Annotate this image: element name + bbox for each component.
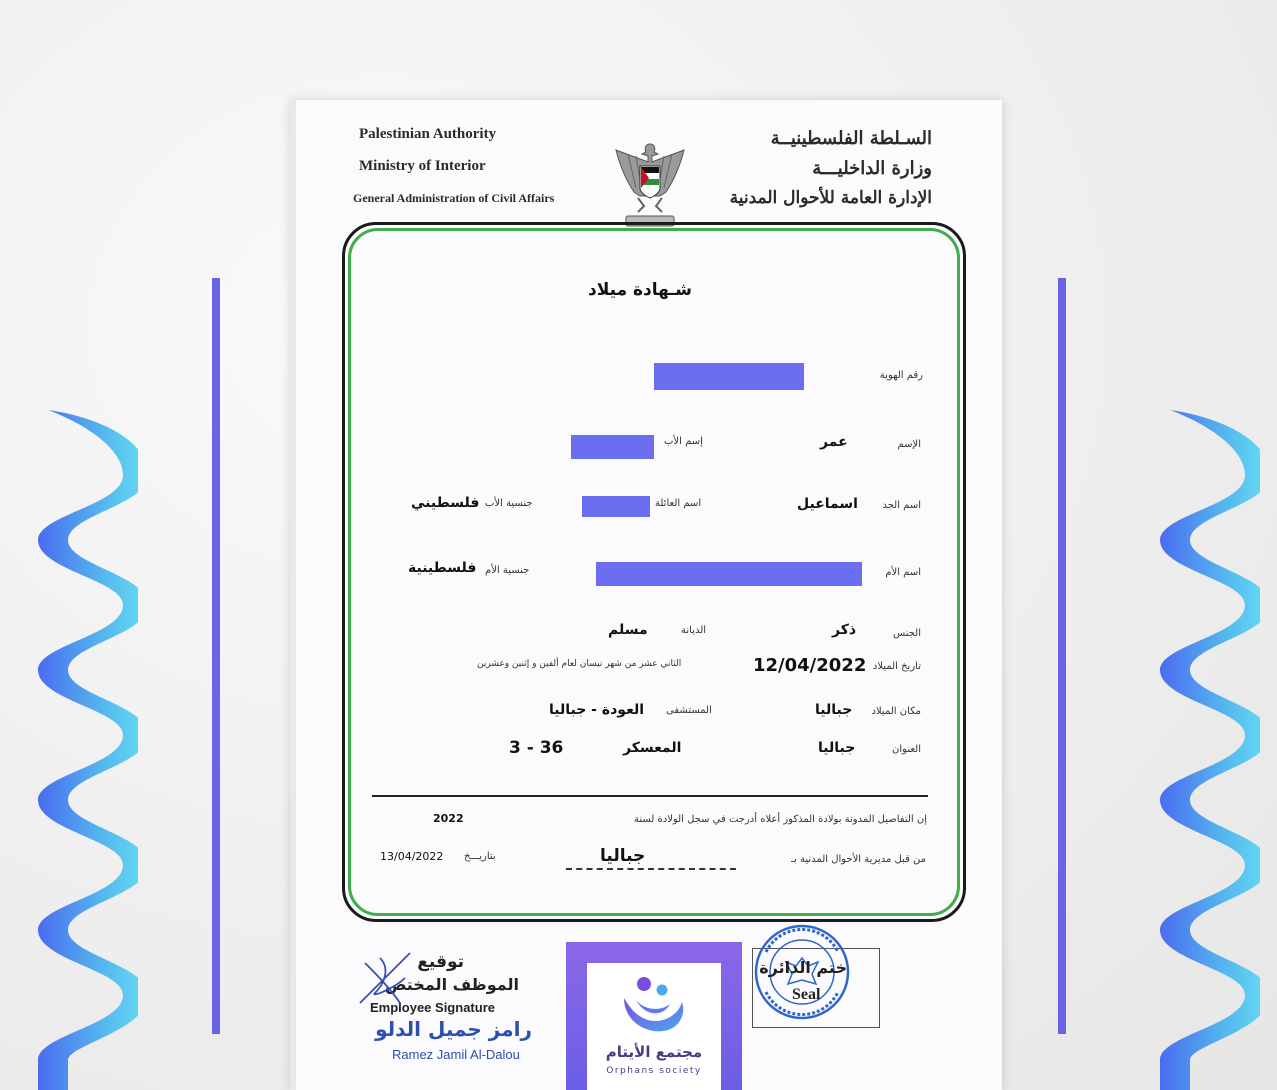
left-accent-bar (212, 278, 220, 1034)
father-name-label: إسم الأب (664, 436, 703, 447)
logo-name-en: Orphans society (606, 1066, 702, 1076)
issued-place-underline (566, 868, 736, 870)
hospital-value: العودة - جباليا (549, 702, 645, 718)
employee-name-ar: رامز جميل الدلو (375, 1017, 532, 1041)
place-of-birth-label: مكان الميلاد (871, 706, 921, 717)
header-en-ministry: Ministry of Interior (359, 158, 486, 174)
issued-by-place: جباليا (600, 846, 646, 866)
address-value: جباليا (818, 740, 856, 756)
sex-value: ذكر (832, 622, 857, 638)
dob-label: تاريخ الميلاد (872, 661, 921, 672)
address-label: العنوان (892, 744, 921, 755)
sex-label: الجنس (892, 628, 921, 639)
camp-label: المعسكر (623, 740, 682, 756)
name-value: عمر (820, 434, 848, 450)
header-ar-authority: السـلطة الفلسطينيــة (770, 128, 932, 149)
place-of-birth-value: جباليا (815, 702, 853, 718)
issued-by-label: من قبل مديرية الأحوال المدنية بـ (791, 854, 926, 865)
camp-value: 3 - 36 (509, 738, 564, 758)
section-divider (372, 795, 928, 797)
father-name-redaction (571, 435, 654, 459)
mother-nationality-label: جنسية الأم (485, 565, 530, 576)
signature-ar-line1: توقيع (417, 952, 464, 972)
header-ar-ministry: وزارة الداخليـــة (812, 158, 932, 179)
eagle-emblem-icon (614, 140, 686, 232)
mother-name-redaction (596, 562, 862, 586)
family-name-redaction (582, 496, 650, 517)
signature-ar-line2: الموظف المختص (384, 975, 519, 994)
header-en-administration: General Administration of Civil Affairs (353, 191, 555, 205)
family-name-label: اسم العائلة (655, 498, 702, 509)
header-en-authority: Palestinian Authority (359, 126, 497, 142)
handwritten-signature-icon (355, 948, 415, 1010)
grandfather-value: اسماعيل (797, 496, 858, 512)
mother-nationality-value: فلسطينية (408, 560, 477, 576)
grandfather-label: اسم الجد (882, 500, 921, 511)
left-wave-decoration (28, 405, 138, 1090)
logo-name-ar: مجتمع الأيتام (605, 1043, 703, 1061)
father-nationality-value: فلسطيني (411, 495, 480, 511)
religion-label: الديانة (681, 625, 707, 636)
right-wave-decoration (1150, 405, 1260, 1090)
religion-value: مسلم (608, 622, 648, 638)
right-accent-bar (1058, 278, 1066, 1034)
father-nationality-label: جنسية الأب (485, 498, 533, 509)
dob-value: 12/04/2022 (753, 655, 867, 676)
seal-ar-label: ختم الدائرة (759, 958, 847, 977)
header-ar-administration: الإدارة العامة للأحوال المدنية (729, 188, 932, 208)
issue-date-label: بتاريـــخ (464, 851, 496, 862)
signature-en-label: Employee Signature (370, 1000, 495, 1015)
seal-en-label: Seal (792, 986, 821, 1003)
hospital-label: المستشفى (666, 705, 712, 716)
issue-date-value: 13/04/2022 (380, 850, 444, 863)
name-label: الإسم (897, 439, 921, 450)
dob-words: الثاني عشر من شهر نيسان لعام ألفين و إثنين وعشرين (477, 659, 682, 669)
registration-statement: إن التفاصيل المدونة بولادة المذكور أعلاه أدرجت في سجل الولادة لسنة (634, 814, 927, 825)
id-number-redaction (654, 363, 804, 390)
id-number-label: رقم الهوية (879, 370, 923, 381)
orphans-society-logo-icon (618, 970, 690, 1040)
employee-name-en: Ramez Jamil Al-Dalou (392, 1047, 520, 1062)
certificate-title: شـهادة ميلاد (588, 280, 692, 300)
mother-name-label: اسم الأم (885, 567, 921, 578)
registration-year: 2022 (433, 812, 464, 825)
